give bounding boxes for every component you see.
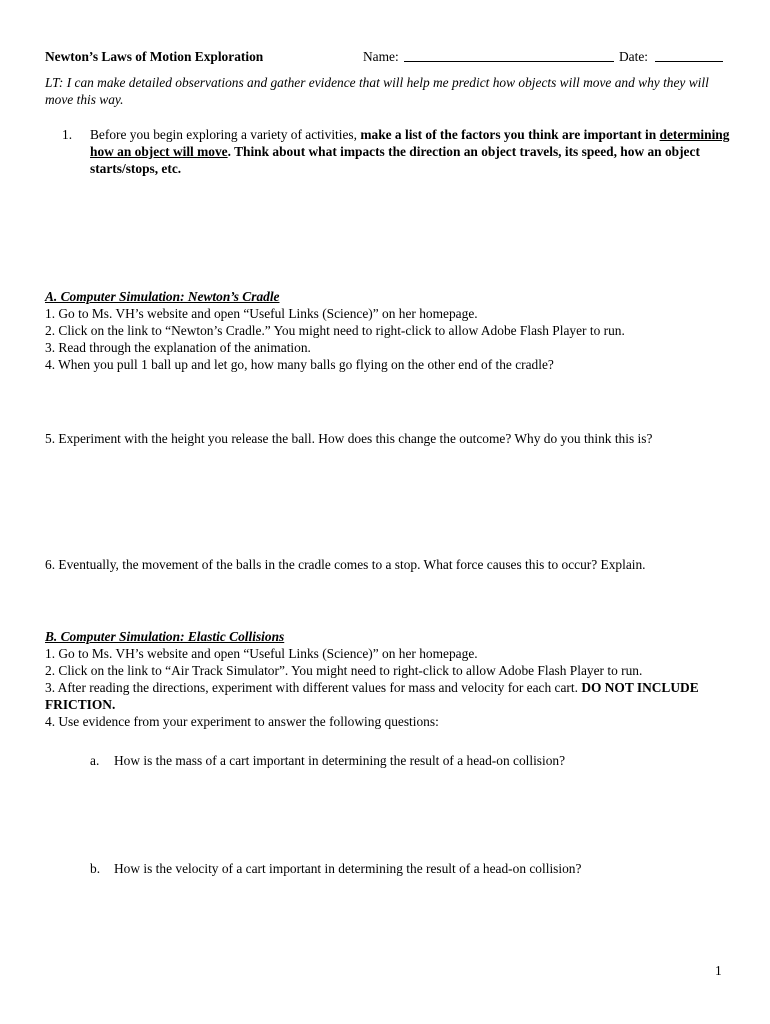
section-a-step-4: 4. When you pull 1 ball up and let go, how many balls go flying on the other end of the cradle? (45, 357, 554, 372)
question-1-intro: Before you begin exploring a variety of activities, (90, 127, 361, 142)
question-5-text: 5. Experiment with the height you release the ball. How does this change the outcome? Why do you think this is? (45, 431, 653, 446)
subquestion-b-label: b. (90, 861, 101, 876)
section-b-heading: B. Computer Simulation: Elastic Collisions (45, 629, 285, 644)
section-a-question-6 (45, 556, 735, 573)
section-b-step-4-text: 4. Use evidence from your experiment to answer the following questions: (45, 714, 439, 729)
learning-target: LT: I can make detailed observations and gather evidence that will help me predict how objects will move and why they will move this way. (45, 75, 709, 107)
section-b-step-3-text (45, 679, 735, 713)
worksheet-title: Newton’s Laws of Motion Exploration (45, 49, 264, 64)
section-b-step-2: 2. Click on the link to “Air Track Simulator”. You might need to right-click to allow Adobe Flash Player to run. (45, 663, 643, 678)
date-blank-line[interactable] (655, 61, 723, 62)
section-a-question-5 (45, 430, 735, 447)
section-b (45, 628, 735, 679)
header (45, 48, 735, 66)
question-1-text (90, 126, 732, 177)
name-blank-line[interactable] (404, 61, 614, 62)
question-6-text: 6. Eventually, the movement of the balls in the cradle comes to a stop. What force causes this to occur? Explain. (45, 557, 646, 572)
question-1-bold-a: make a list of the factors you think are important in (360, 127, 660, 142)
subquestion-b-text: How is the velocity of a cart important in determining the result of a head-on collision? (114, 861, 582, 876)
name-label: Name: (363, 49, 399, 64)
question-1-bold-b: . Think about what impacts the direction an object travels, its speed, how an object starts/stops, etc. (90, 144, 700, 176)
subquestion-a-text: How is the mass of a cart important in determining the result of a head-on collision? (114, 753, 566, 768)
date-label: Date: (619, 49, 648, 64)
section-b-step-3-plain: 3. After reading the directions, experiment with different values for mass and velocity for each cart. (45, 680, 582, 695)
section-b-step-4 (45, 713, 735, 730)
question-1-number: 1. (62, 127, 73, 142)
section-b-step-3 (45, 679, 735, 713)
question-1-bold-underlined: determining how an object will move (90, 127, 730, 159)
section-b-step-3-bold: DO NOT INCLUDE FRICTION. (45, 680, 699, 712)
section-a-step-1: 1. Go to Ms. VH’s website and open “Useful Links (Science)” on her homepage. (45, 306, 478, 321)
section-b-step-1: 1. Go to Ms. VH’s website and open “Useful Links (Science)” on her homepage. (45, 646, 478, 661)
section-a-step-2: 2. Click on the link to “Newton’s Cradle.” You might need to right-click to allow Adobe Flash Player to run. (45, 323, 625, 338)
subquestion-a-label: a. (90, 753, 100, 768)
section-a (45, 288, 735, 373)
section-a-heading: A. Computer Simulation: Newton’s Cradle (45, 289, 280, 304)
section-a-step-3: 3. Read through the explanation of the animation. (45, 340, 311, 355)
page-number: 1 (715, 963, 722, 978)
